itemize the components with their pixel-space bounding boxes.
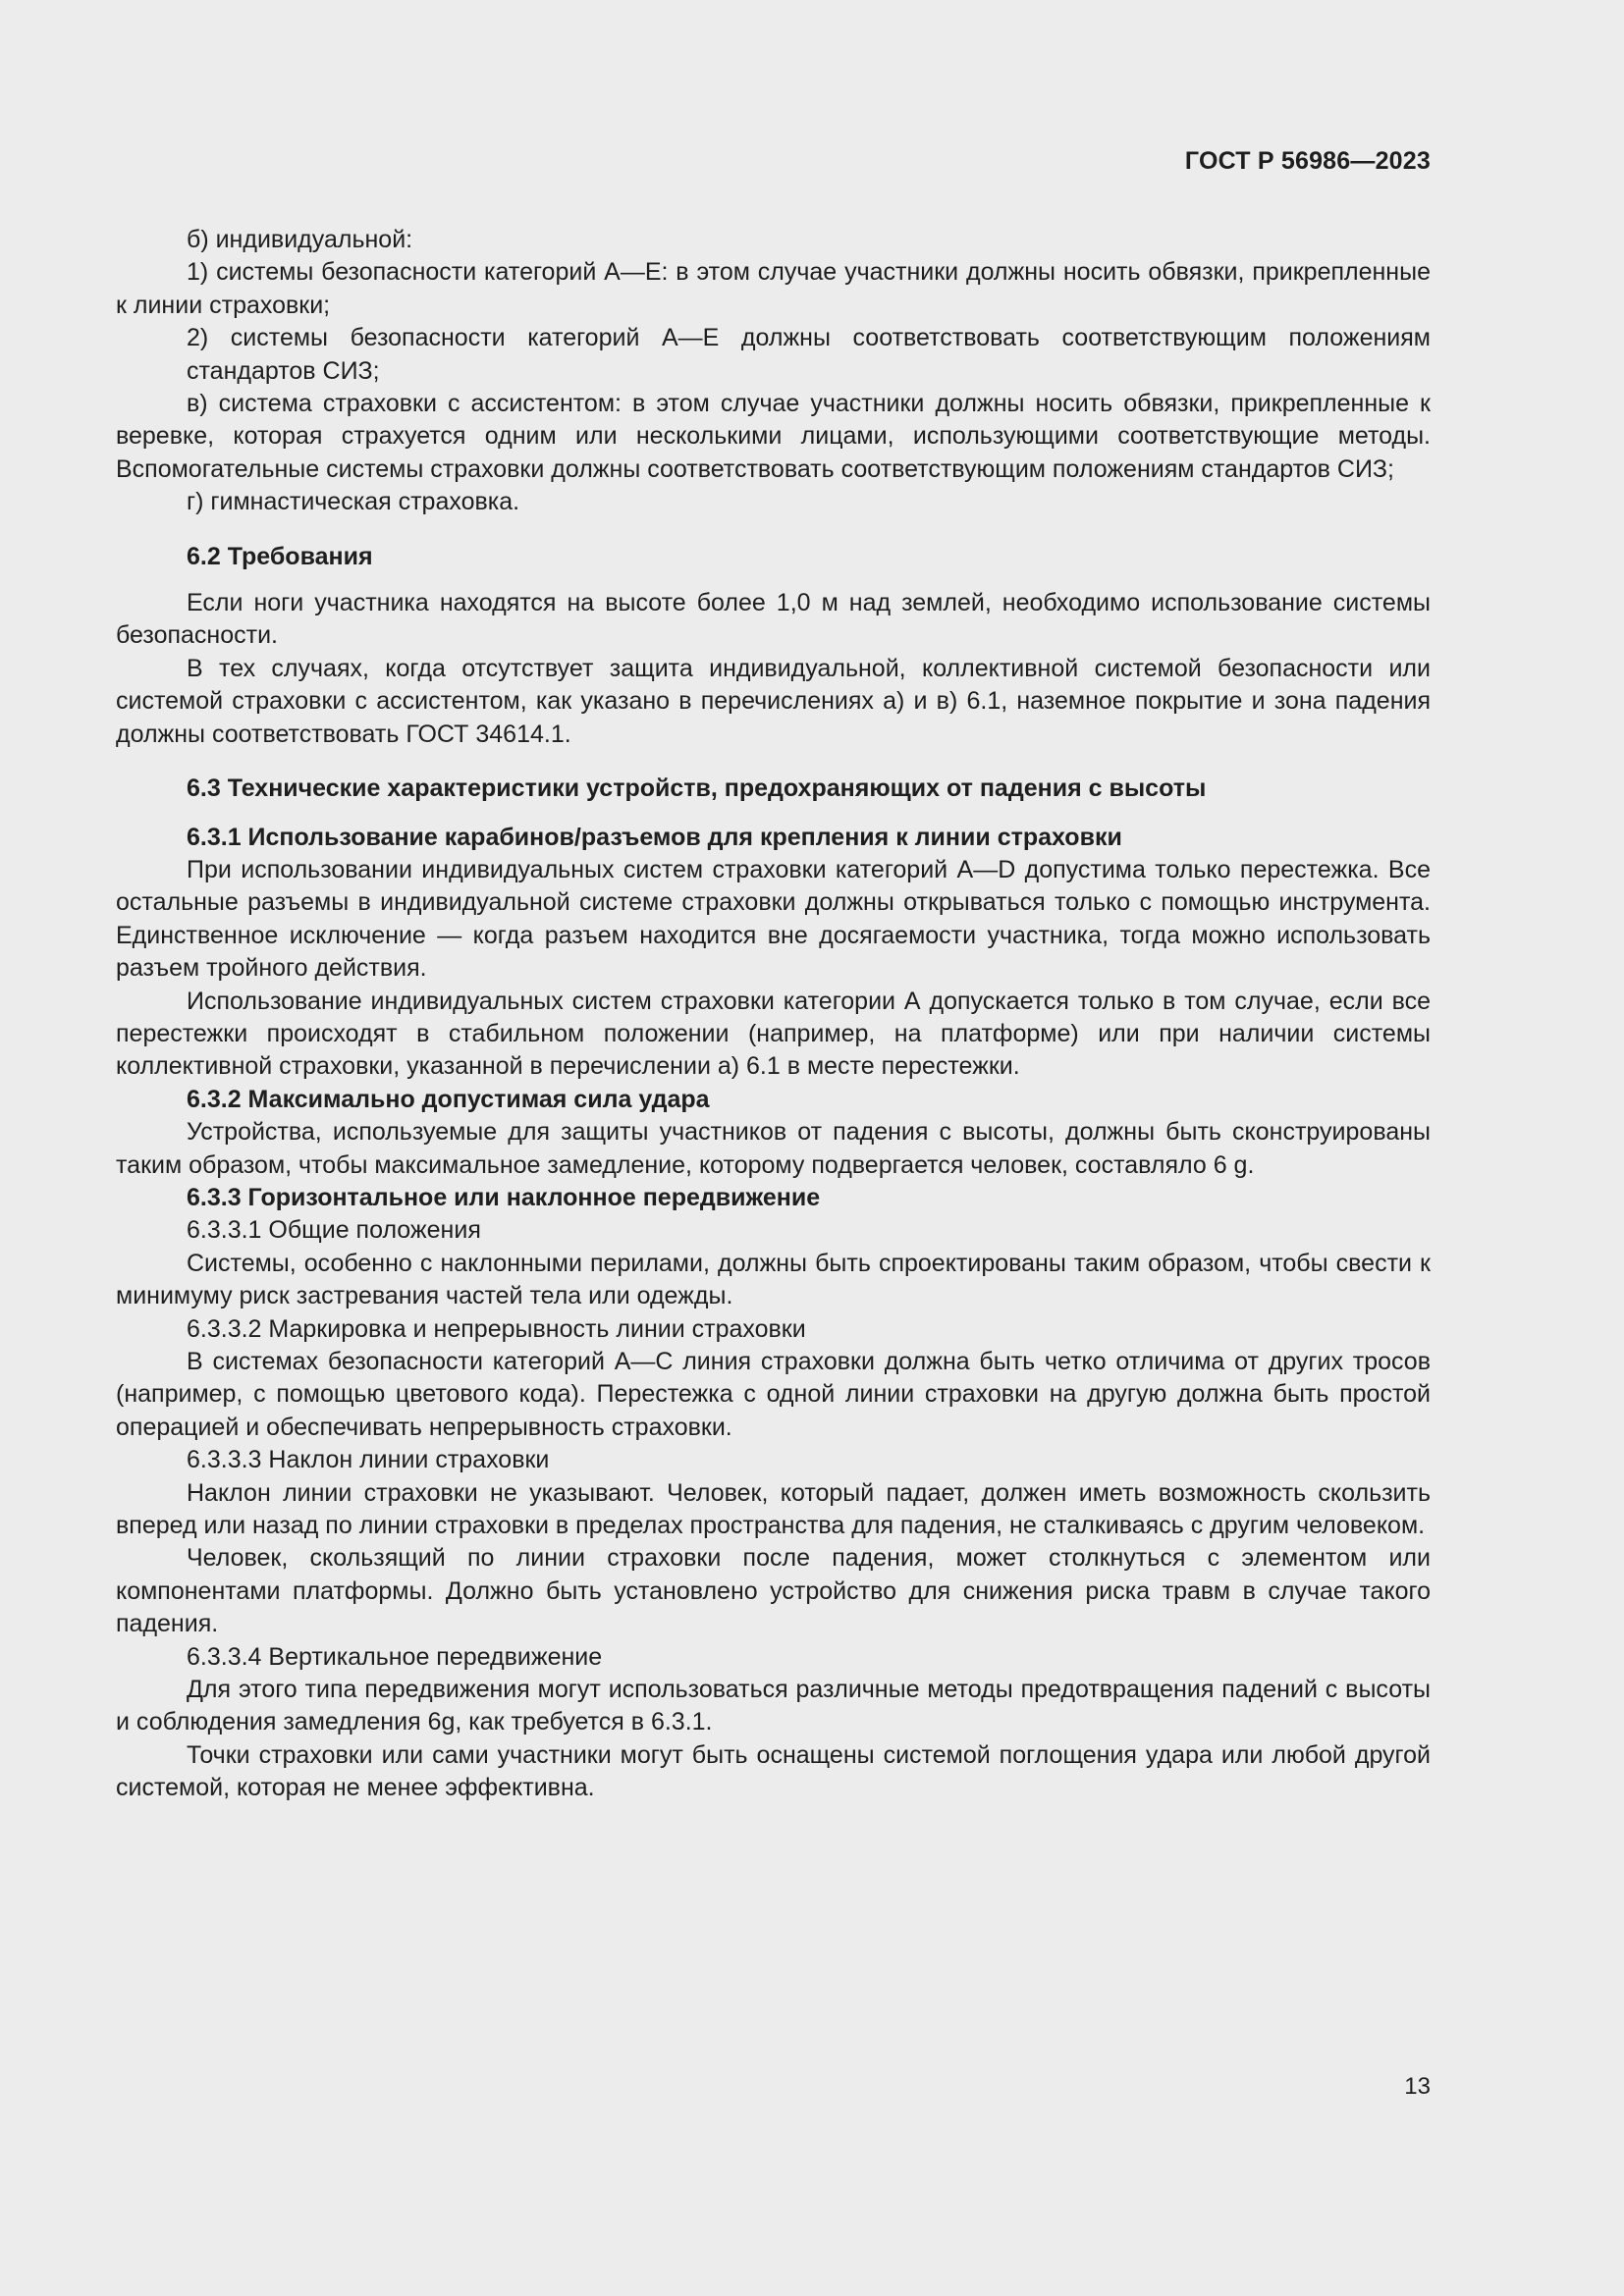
document-body	[116, 224, 1431, 1805]
paragraph: Если ноги участника находятся на высоте более 1,0 м над землей, необходимо использование системы безопасности.	[116, 589, 1431, 650]
paragraph: В системах безопасности категорий А—С линия страховки должна быть четко отличима от других тросов (например, с помощью цветового кода). Перестежка с одной линии страховки на другую должна быть простой операцией и обеспечивать непрерывность страховки.	[116, 1348, 1431, 1441]
section-heading-6-3-2: 6.3.2 Максимально допустимая сила удара	[187, 1085, 710, 1113]
paragraph: Человек, скользящий по линии страховки после падения, может столкнуться с элементом или компонентами платформы. Должно быть установлено устройство для снижения риска травм в случае такого падения.	[116, 1544, 1431, 1638]
page-number: 13	[1404, 2073, 1431, 2100]
paragraph: В тех случаях, когда отсутствует защита индивидуальной, коллективной системой безопасности или системой страховки с ассистентом, как указано в перечислениях а) и в) 6.1, наземное покрытие и зона падения должны соответствовать ГОСТ 34614.1.	[116, 654, 1431, 748]
paragraph: Использование индивидуальных систем страховки категории А допускается только в том случае, если все перестежки происходят в стабильном положении (например, на платформе) или при наличии системы коллективной страховки, указанной в перечислении а) 6.1 в месте перестежки.	[116, 987, 1431, 1081]
paragraph: Устройства, используемые для защиты участников от падения с высоты, должны быть сконструированы таким образом, чтобы максимальное замедление, которому подвергается человек, составляло 6 g.	[116, 1118, 1431, 1179]
paragraph: Наклон линии страховки не указывают. Человек, который падает, должен иметь возможность скользить вперед или назад по линии страховки в пределах пространства для падения, не сталкиваясь с другим человеком.	[116, 1478, 1431, 1540]
paragraph: Точки страховки или сами участники могут быть оснащены системой поглощения удара или любой другой системой, которая не менее эффективна.	[116, 1740, 1431, 1802]
subsection-heading-6-3-3-1: 6.3.3.1 Общие положения	[187, 1216, 481, 1245]
section-heading-6-3-3: 6.3.3 Горизонтальное или наклонное передвижение	[187, 1183, 821, 1211]
list-subitem-2: 2) системы безопасности категорий А—Е должны соответствовать соответствующим положениям стандартов СИЗ;	[187, 324, 1431, 385]
subsection-heading-6-3-3-2: 6.3.3.2 Маркировка и непрерывность линии страховки	[187, 1314, 806, 1343]
list-subitem-1: 1) системы безопасности категорий А—Е: в этом случае участники должны носить обвязки, прикрепленные к линии страховки;	[116, 258, 1431, 319]
list-item-b: б) индивидуальной:	[187, 226, 413, 253]
list-item-g: г) гимнастическая страховка.	[187, 488, 520, 516]
standard-header: ГОСТ Р 56986—2023	[1184, 147, 1431, 175]
section-heading-6-3: 6.3 Технические характеристики устройств, предохраняющих от падения с высоты	[187, 774, 1207, 803]
paragraph: Для этого типа передвижения могут использоваться различные методы предотвращения падений с высоты и соблюдения замедления 6g, как требуется в 6.3.1.	[116, 1676, 1431, 1736]
subsection-heading-6-3-3-4: 6.3.3.4 Вертикальное передвижение	[187, 1642, 603, 1671]
section-heading-6-2: 6.2 Требования	[187, 542, 373, 570]
subsection-heading-6-3-3-3: 6.3.3.3 Наклон линии страховки	[187, 1446, 550, 1474]
paragraph: Системы, особенно с наклонными перилами, должны быть спроектированы таким образом, чтобы свести к минимуму риск застревания частей тела или одежды.	[116, 1249, 1431, 1310]
paragraph: При использовании индивидуальных систем страховки категорий А—D допустима только перестежка. Все остальные разъемы в индивидуальной системе страховки должны открываться только с помощью инструмента. Единственное исключение — когда разъем находится вне досягаемости участника, тогда можно использовать разъем тройного действия.	[116, 855, 1431, 983]
list-item-v: в) система страховки с ассистентом: в этом случае участники должны носить обвязки, прикрепленные к веревке, которая страхуется одним или несколькими лицами, использующими соответствующие методы. Вспомогательные системы страховки должны соответствовать соответствующим положениям стандартов СИЗ;	[116, 390, 1431, 483]
section-heading-6-3-1: 6.3.1 Использование карабинов/разъемов для крепления к линии страховки	[187, 823, 1122, 851]
